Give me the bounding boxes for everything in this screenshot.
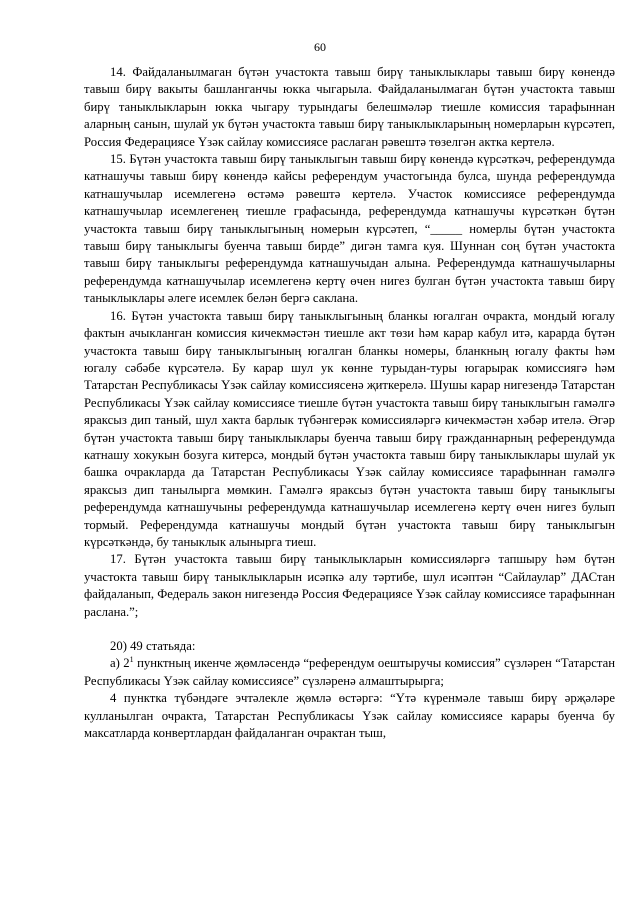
item-20-point-4: 4 пунктка түбәндәге эчтәлекле җөмлә өстәргә: “Үтә күренмәле тавыш бирү әрҗәләре кулланылган очракта, Татарстан Республикасы Үзәк сайлау комиссиясе карары буенча бу максатларда конвертлардан файдаланган очрактан тыш, [84,691,615,741]
item-20-subitem-a [84,655,615,690]
document-body [84,64,615,742]
paragraph-16: 16. Бүтән участокта тавыш бирү таныклыгының бланкы югалган очракта, мондый югалу фактын ачыкланган комиссия кичекмәстән тиешле акт төзи һәм карар кабул итә, карарда бүтән участокта тавыш бирү таныклыгының югалган бланкы номеры, бланкның югалу факты һәм югалу сәбәбе күрсәтелә. Бу карар шул ук көнне турыдан-туры югарырак комиссиягә һәм Татарстан Республикасы Үзәк сайлау комиссиясенә җиткерелә. Шушы карар нигезендә Татарстан Республикасы Үзәк сайлау комиссиясе тиешле бүтән участокта тавыш бирү таныклыгын гамәлгә яраксыз дип таный, шул хакта барлык түбәнгерәк комиссияләргә кичекмәстән хәбәр ителә. Әгәр бүтән участокта тавыш бирү таныклыклары буенча тавыш бирү гражданнарның референдумда катнашу хокукын бозуга китерсә, мондый бүтән участокта тавыш бирү таныклыклары шулай ук башка очракларда да Татарстан Республикасы Үзәк сайлау комиссиясе тарафыннан гамәлгә яраксыз дип танылырга мөмкин. Гамәлгә яраксыз бүтән участокта тавыш бирү таныклыгы референдумда катнашучыны референдумда катнашучылар исемлегенә кертү өчен нигез булып тормый. Референдумда катнашучы мондый бүтән участокта тавыш бирү таныклыгын күрсәткәндә, бу таныклык алынырга тиеш. [84,308,615,549]
paragraph-15: 15. Бүтән участокта тавыш бирү таныклыгын тавыш бирү көнендә күрсәткәч, референдумда катнашучы тавыш бирү көнендә кайсы референдум участогында булса, шунда референдумда катнашучылар исемлегенә өстәмә рәвештә кертелә. Участок комиссиясе референдумда катнашучылар исемлегенең тиешле графасында, референдумда катнашучы күрсәткән бүтән участокта тавыш бирү таныклыгының номерын күрсәтеп, “_____ номерлы бүтән участокта тавыш бирү таныклыгы буенча тавыш бирде” дигән тамга куя. Шуннан соң бүтән участокта тавыш бирү таныклыгы референдумда катнашучыдан алына. Референдумда катнашучыларны референдумда катнашучылар исемлегенә кертү өчен нигез булган бүтән участокта тавыш бирү таныклыклары әлеге исемлек белән бергә саклана. [84,152,615,306]
item-20-header: 20) 49 статьяда: [110,639,196,653]
paragraph-17: 17. Бүтән участокта тавыш бирү таныклыкларын комиссияләргә тапшыру һәм бүтән участокта тавыш бирү таныклыкларын исәпкә алу тәртибе, шул исәптән “Сайлаулар” ДАСтан файдаланып, Федераль закон нигезендә Россия Федерациясе Үзәк сайлау комиссиясе тарафыннан раслана.”; [84,552,615,619]
subitem-a-superscript: 1 [129,655,134,665]
subitem-a-prefix: а) 2 [110,656,130,671]
paragraph-14: 14. Файдаланылмаган бүтән участокта тавыш бирү таныклыклары тавыш бирү көнендә тавыш бирү вакыты башланганчы юкка чыгарыла. Файдаланылмаган бүтән участокта тавыш бирү таныклыкларын юкка чыгару турындагы белешмәләр тиешле комиссия тарафыннан аларның санын, шулай ук бүтән участокта тавыш бирү таныклыкларының номерларын күрсәтеп, Россия Федерациясе Үзәк сайлау комиссиясе раслаган рәвештә төзелгән актка кертелә. [84,65,615,149]
page-number: 60 [314,40,326,54]
subitem-a-text: пунктның икенче җөмләсендә “референдум оештыручы комиссия” сүзләрен “Татарстан Республикасы Үзәк сайлау комиссиясе” сүзләренә алмаштырырга; [84,656,616,688]
